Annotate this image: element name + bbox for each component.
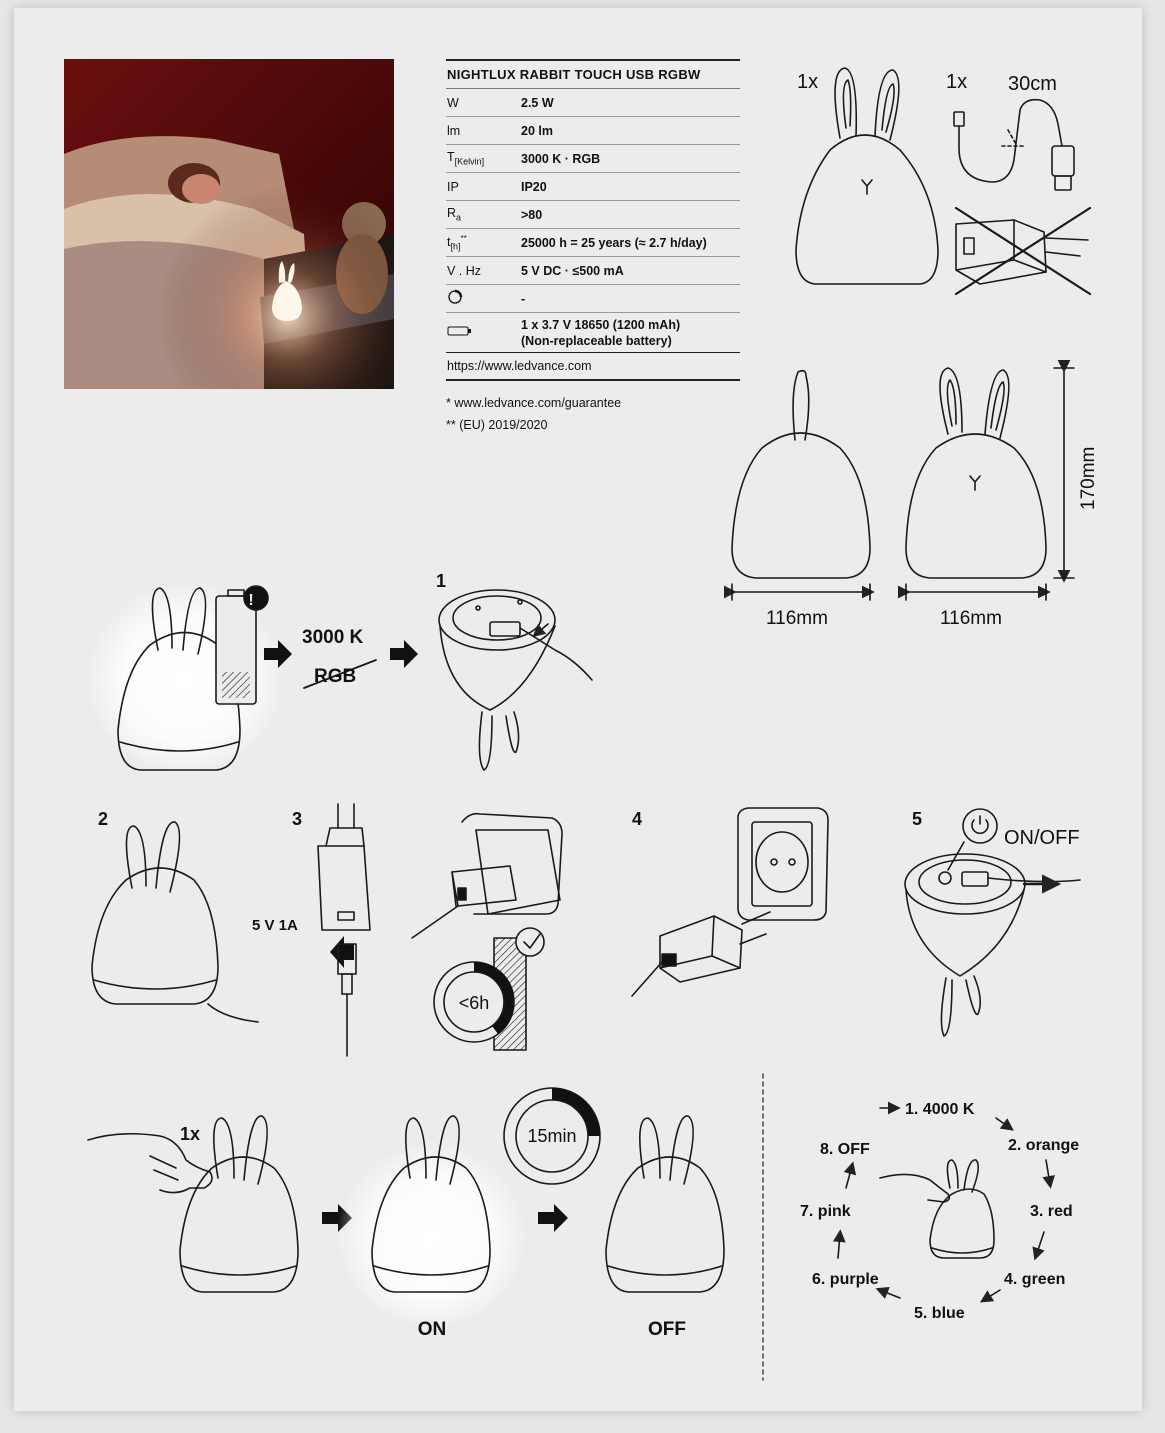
- spec-key: W: [447, 95, 459, 110]
- spec-value: 3000 K · RGB: [521, 151, 601, 166]
- spec-key: IP: [447, 179, 459, 194]
- spec-value: 2.5 W: [521, 95, 554, 110]
- spec-key: $R_a$: [447, 206, 462, 223]
- spec-value: 1 x 3.7 V 18650 (1200 mAh) (Non-replaceable battery): [521, 317, 681, 348]
- step-3-wall-drawing: [412, 814, 562, 938]
- website-url: https://www.ledvance.com: [446, 352, 740, 381]
- color-step-5: 5. blue: [914, 1305, 965, 1322]
- side-view-drawing: [732, 371, 870, 600]
- spec-key: $t_{[h]}^{**}$: [447, 233, 467, 252]
- rgb-struck-label: RGB: [314, 666, 357, 687]
- spec-value: IP20: [521, 179, 547, 194]
- spec-key: $T_{[Kelvin]}$: [447, 150, 485, 167]
- warning-icon: !: [248, 592, 254, 609]
- step-3-adapter-drawing: [318, 804, 370, 1056]
- regulation-note: ** (EU) 2019/2020: [446, 418, 548, 432]
- package-rabbit-lamp: [796, 68, 938, 284]
- spec-key: V . Hz: [447, 263, 482, 278]
- adapter-not-included: [956, 208, 1090, 294]
- spec-value: 25000 h = 25 years (≈ 2.7 h/day): [521, 235, 707, 250]
- front-width-label: 116mm: [940, 608, 1002, 629]
- height-label: 170mm: [1078, 446, 1099, 510]
- cable-length-label: 30cm: [1008, 73, 1057, 95]
- color-temp-label: 3000 K: [302, 627, 364, 648]
- step-2-number: 2: [98, 809, 109, 829]
- spec-table-title: NIGHTLUX RABBIT TOUCH USB RGBW: [446, 59, 740, 89]
- spec-value: 20 lm: [521, 123, 553, 138]
- guarantee-note: * www.ledvance.com/guarantee: [446, 396, 622, 410]
- on-off-label: ON/OFF: [1004, 827, 1080, 849]
- step-2-drawing: [92, 822, 258, 1022]
- step-1-drawing: [439, 590, 592, 770]
- charge-time-label: <6h: [458, 993, 490, 1013]
- color-step-4: 4. green: [1004, 1271, 1066, 1288]
- off-lamp-drawing: [606, 1116, 724, 1292]
- color-step-7: 7. pink: [800, 1203, 851, 1220]
- step-4-number: 4: [632, 809, 643, 829]
- color-step-1: 1. 4000 K: [905, 1101, 975, 1118]
- front-view-drawing: [906, 368, 1074, 600]
- step-3-number: 3: [292, 809, 303, 829]
- step-4-drawing: [632, 808, 828, 996]
- color-step-6: 6. purple: [812, 1271, 879, 1288]
- spec-value: >80: [521, 207, 543, 222]
- spec-value: 5 V DC · ≤500 mA: [521, 263, 624, 278]
- on-lamp-drawing: [336, 1116, 528, 1324]
- touch-count-label: 1x: [180, 1124, 201, 1144]
- usb-cable: [954, 100, 1074, 190]
- spec-value: -: [521, 291, 526, 306]
- spec-key: lm: [447, 123, 461, 138]
- adapter-rating-label: 5 V 1A: [252, 917, 298, 934]
- step-1-number: 1: [436, 571, 447, 591]
- color-step-2: 2. orange: [1008, 1137, 1080, 1154]
- step-5-number: 5: [912, 809, 923, 829]
- cable-qty-label: 1x: [946, 71, 968, 93]
- side-width-label: 116mm: [766, 608, 828, 629]
- timer-label: 15min: [527, 1126, 577, 1146]
- charge-timer-drawing: [434, 928, 544, 1050]
- off-label: OFF: [648, 1319, 686, 1340]
- on-label: ON: [417, 1319, 447, 1340]
- lamp-qty-label: 1x: [797, 71, 819, 93]
- color-step-8: 8. OFF: [820, 1141, 870, 1158]
- color-step-3: 3. red: [1030, 1203, 1073, 1220]
